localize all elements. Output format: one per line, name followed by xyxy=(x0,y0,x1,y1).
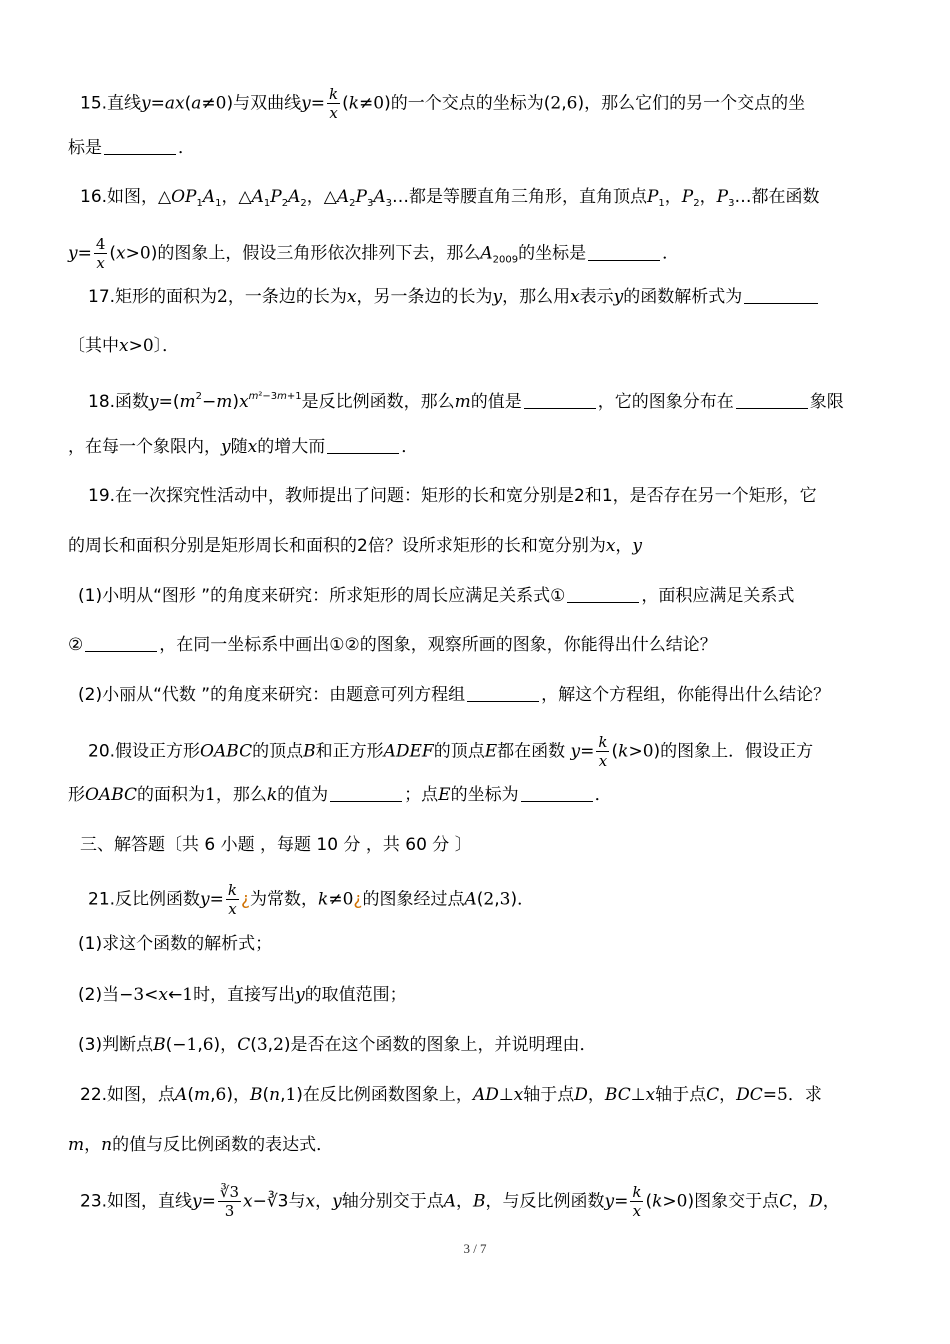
page-number: 3 / 7 xyxy=(463,1241,487,1256)
q23-line1: 23.如图，直线y= $\frac{∛3}{3}$ x−∛3与x，y轴分别交于点A，B，与反比例函数y= $\frac{k}{x}$ (k>0)图象交于点C，D， xyxy=(80,1183,840,1220)
q16-line2: y= $\frac{4}{x}$ (x>0)的图象上，假设三角形依次排列下去，那么$A_{2009}$的坐标是 ． xyxy=(68,235,680,272)
q20-line1: 20.假设正方形OABC的顶点B和正方形ADEF的顶点E都在函数 y= $\frac{k}{x}$ (k>0)的图象上．假设正方 xyxy=(88,733,814,770)
q21-part1: (1)求这个函数的解析式； xyxy=(78,934,273,954)
q20-line2: 形OABC的面积为1，那么k的值为 ；点E的坐标为 ． xyxy=(68,785,612,805)
q18-line2: ，在每一个象限内，y随x的增大而 ． xyxy=(68,437,419,457)
q19-part1-line1: (1)小明从“图形 ”的角度来研究：所求矩形的周长应满足关系式① ，面积应满足关系式 xyxy=(78,586,795,606)
q21-line1: 21.反比例函数y= $\frac{k}{x}$ ¿为常数，k≠0¿的图象经过点A(2,3)． xyxy=(88,881,535,918)
q22-line1: 22.如图，点A(m,6)，B(n,1)在反比例函数图象上，AD⊥x轴于点D，BC⊥x轴于点C，DC=5．求 xyxy=(80,1085,822,1105)
q15-line1: 15.直线y=ax(a≠0)与双曲线y= $\frac{k}{x}$ (k≠0)的一个交点的坐标为(2,6)，那么它们的另一个交点的坐 xyxy=(80,85,806,122)
q16-line1: 16.如图，$\triangle OP_1A_1$，$\triangle A_1P_2A_2$，$\triangle A_2P_3A_3\dots$都是等腰直角三角形，直角顶点$P_1$，$P_2$，$P_3\dots$都在函数 xyxy=(80,187,820,209)
q17-line2: 〔其中x>0〕． xyxy=(68,336,180,356)
q21-part2: (2)当−3<x←1时，直接写出y的取值范围； xyxy=(78,985,407,1005)
q22-line2: m，n的值与反比例函数的表达式． xyxy=(68,1135,334,1155)
section-heading: 三、解答题〔共 6 小题 ，每题 10 分 ，共 60 分 〕 xyxy=(80,835,472,855)
q18-line1: 18.函数$y=(m^2-m)x^{m^2-3m+1}$是反比例函数，那么m的值是 ，它的图象分布在 象限 xyxy=(88,391,844,412)
q21-part3: (3)判断点B(−1,6)，C(3,2)是否在这个函数的图象上，并说明理由． xyxy=(78,1035,597,1055)
q19-line1: 19.在一次探究性活动中，教师提出了问题：矩形的长和宽分别是2和1，是否存在另一个矩形，它 xyxy=(88,486,817,506)
q15-line2: 标是 ． xyxy=(68,138,195,158)
q19-line2: 的周长和面积分别是矩形周长和面积的2倍？设所求矩形的长和宽分别为x，y xyxy=(68,536,643,556)
q19-part2-line: (2)小丽从“代数 ”的角度来研究：由题意可列方程组 ，解这个方程组，你能得出什么结论？ xyxy=(78,685,831,705)
q19-part1-line2: ② ，在同一坐标系中画出①②的图象，观察所画的图象，你能得出什么结论？ xyxy=(68,635,717,655)
q17-line1: 17.矩形的面积为2，一条边的长为x，另一条边的长为y，那么用x表示y的函数解析式为 xyxy=(88,285,820,309)
